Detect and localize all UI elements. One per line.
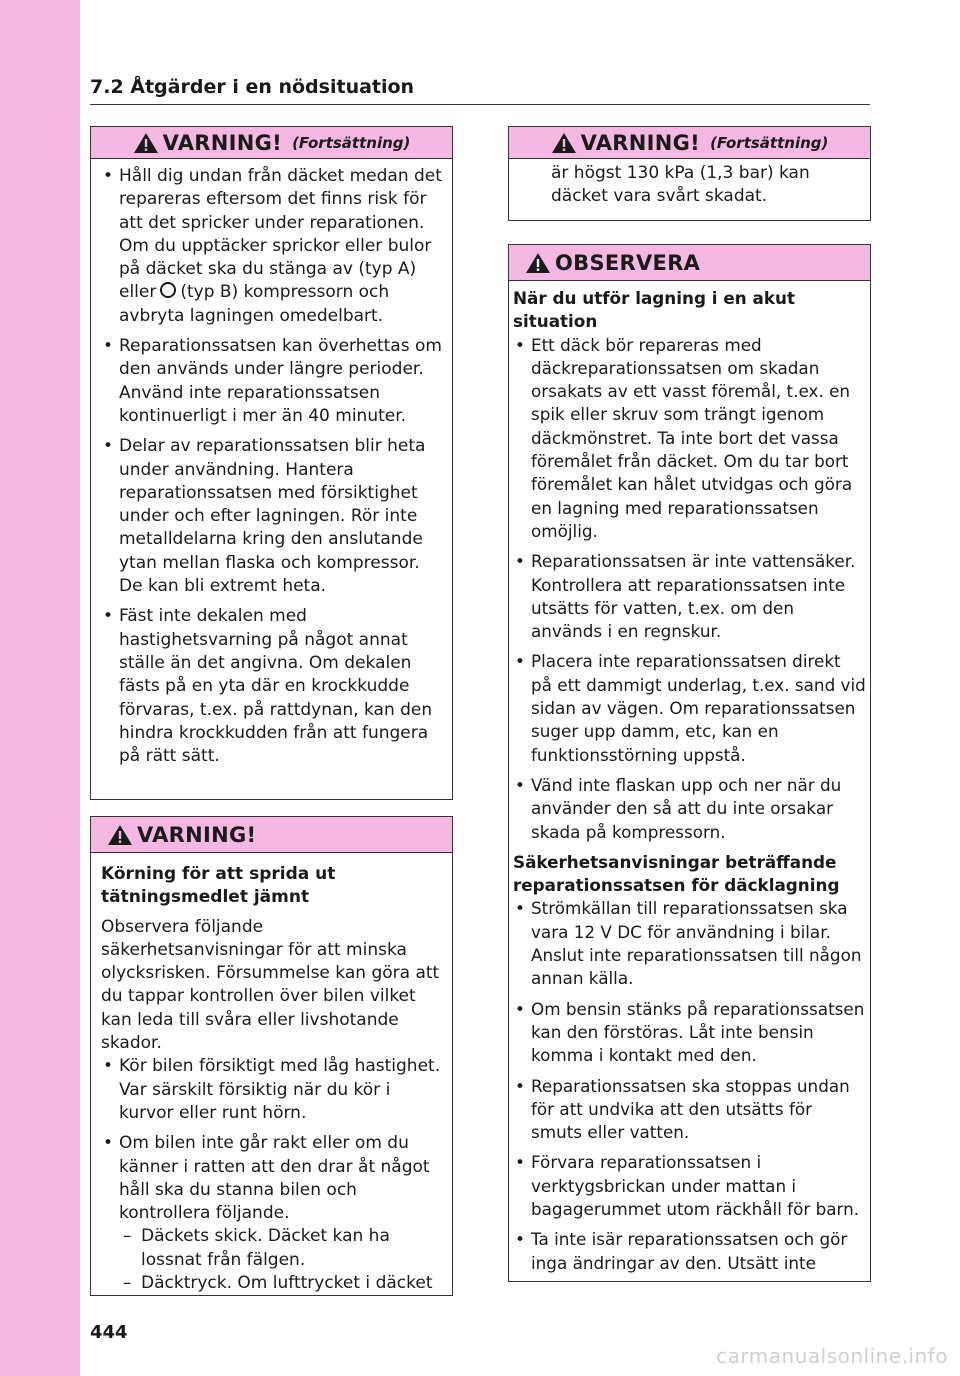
warning-box-header [509, 127, 870, 159]
notice-box [508, 244, 871, 1282]
warning-triangle-icon [133, 132, 159, 154]
bullet-item: • Om bensin stänks på reparationssatsen kan den förstöras. Låt inte bensin komma i kontakt med den. [513, 998, 866, 1068]
bullet-item: • Reparationssatsen ska stoppas undan för att undvika att den utsätts för smuts eller vatten. [513, 1075, 866, 1145]
warning-label: VARNING! [137, 822, 257, 847]
bullet-text: Om bilen inte går rakt eller om du känner i ratten att den drar åt något håll ska du stanna bilen och kontrollera följande. [119, 1133, 430, 1224]
bullet-text-part-a: Håll dig undan från däcket medan det repareras eftersom det finns risk för att det spricker under reparationen. Om du upptäcker sprickor eller bulor på däcket ska du stänga av (typ A) eller [119, 166, 442, 303]
warning-label: VARNING! [162, 130, 283, 155]
circle-icon [160, 282, 176, 298]
bullet-item: • Reparationssatsen kan överhettas om den används under längre perioder. Använd inte reparationssatsen kontinuerligt i mer än 40 minuter. [101, 335, 442, 428]
bullet-item: • Placera inte reparationssatsen direkt på ett dammigt underlag, t.ex. sand vid sidan av vägen. Om reparationssatsen suger upp damm, etc, kan en funktionsstörning uppstå. [513, 650, 866, 766]
dash-item: – Däcktryck. Om lufttrycket i däcket [119, 1272, 442, 1295]
continued-label: (Fortsättning) [292, 133, 411, 152]
warning-box-content [91, 853, 452, 1295]
section-subheading: Körning för att sprida ut tätningsmedlet jämnt [101, 864, 336, 908]
section-subheading: När du utför lagning i en akut situation [513, 288, 796, 332]
bullet-item: • Kör bilen försiktigt med låg hastighet. Var särskilt försiktig när du kör i kurvor eller runt hörn. [101, 1055, 442, 1125]
warning-box-left [90, 816, 453, 1296]
section-title: 7.2 Åtgärder i en nödsituation [90, 76, 415, 98]
bullet-item: • Strömkällan till reparationssatsen ska vara 12 V DC för användning i bilar. Anslut inte reparationssatsen till någon annan källa. [513, 897, 866, 990]
bullet-item: • Delar av reparationssatsen blir heta under användning. Hantera reparationssatsen med försiktighet under och efter lagningen. Rör inte metalldelarna kring den anslutande ytan mellan flaska och kompressor. De kan bli extremt heta. [101, 435, 442, 598]
bullet-item [101, 165, 442, 328]
intro-paragraph: Observera följande säkerhetsanvisningar för att minska olycksrisken. Försummelse kan göra att du tappar kontrollen över bilen vilket kan leda till svåra eller livshotande skador. [101, 916, 440, 1054]
section-subheading: Säkerhetsanvisningar beträffande reparationssatsen för däcklagning [513, 851, 840, 896]
warning-box-header [91, 127, 452, 159]
bullet-text-part-b: (typ B) kompressorn och avbryta lagningen omedelbart. [119, 282, 390, 326]
warning-label: VARNING! [580, 130, 701, 155]
warning-box-content [91, 159, 452, 768]
warning-box-continued-left [90, 126, 453, 800]
page-header [90, 74, 870, 105]
bullet-item: • Ett däck bör repareras med däckreparationssatsen om skadan orsakats av ett vasst föremål, t.ex. en spik eller skruv som trängt igenom däckmönstret. Ta inte bort det vassa föremålet från däcket. Om du tar bort föremålet kan hålet utvidgas och göra en lagning med reparationssatsen omöjlig. [513, 334, 866, 544]
warning-triangle-icon [107, 824, 133, 846]
bullet-item: • Förvara reparationssatsen i verktygsbrickan under mattan i bagagerummet utom räckhåll för barn. [513, 1151, 866, 1221]
bullet-item [101, 1132, 442, 1295]
bullet-item: • Ta inte isär reparationssatsen och gör inga ändringar av den. Utsätt inte [513, 1228, 866, 1275]
notice-box-content [509, 281, 870, 1275]
dash-item: – Däckets skick. Däcket kan ha lossnat från fälgen. [119, 1225, 442, 1272]
watermark-text: carmanualsonline.info [716, 1344, 948, 1368]
dash-list [119, 1225, 442, 1295]
continued-label: (Fortsättning) [710, 133, 829, 152]
warning-triangle-icon [525, 252, 551, 274]
warning-box-content: är högst 130 kPa (1,3 bar) kan däcket vara svårt skadat. [551, 163, 810, 207]
bullet-item: • Vänd inte flaskan upp och ner när du använder den så att du inte orsakar skada på kompressorn. [513, 774, 866, 844]
bullet-item: • Reparationssatsen är inte vattensäker. Kontrollera att reparationssatsen inte utsätts för vatten, t.ex. om den används i en regnskur. [513, 550, 866, 643]
notice-box-header [509, 245, 870, 281]
notice-label: OBSERVERA [555, 250, 701, 275]
warning-box-header [91, 817, 452, 853]
page-number: 444 [90, 1322, 128, 1343]
side-color-strip [0, 0, 80, 1376]
bullet-item: • Fäst inte dekalen med hastighetsvarning på något annat ställe än det angivna. Om dekalen fästs på en yta där en krockkudde förvaras, t.ex. på rattdynan, kan den hindra krockkudden från att fungera på rätt sätt. [101, 605, 442, 768]
warning-box-continued-right [508, 126, 871, 221]
warning-triangle-icon [551, 132, 577, 154]
